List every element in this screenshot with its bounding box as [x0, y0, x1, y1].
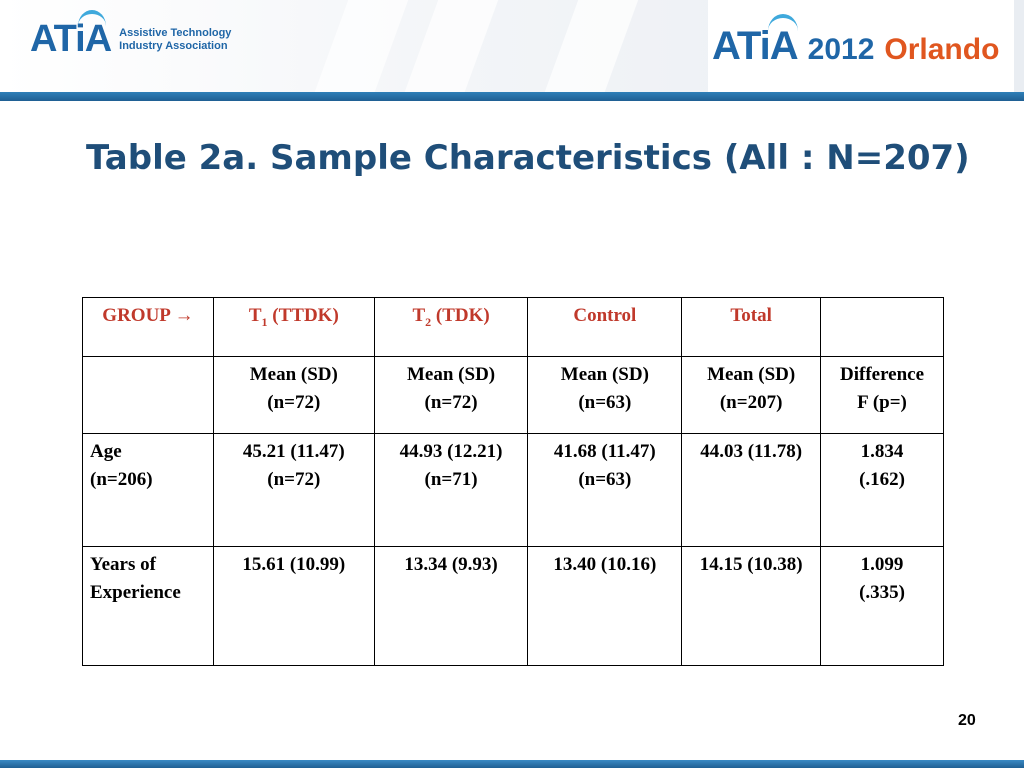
table-cell: 13.34 (9.93): [374, 547, 528, 666]
table-cell: 1.099 (.335): [821, 547, 944, 666]
sample-characteristics-table: [82, 297, 944, 666]
control-header-cell: Control: [528, 298, 682, 357]
table-cell: 41.68 (11.47) (n=63): [528, 434, 682, 547]
table-cell: 13.40 (10.16): [528, 547, 682, 666]
page-number: 20: [958, 712, 976, 729]
header-rule: [0, 92, 1024, 101]
logo-arc-icon: [768, 14, 798, 48]
table-cell: Mean (SD) (n=72): [213, 357, 374, 434]
table-header-row: [83, 298, 944, 357]
conference-year: 2012: [807, 33, 875, 66]
logo-arc-icon: [78, 10, 106, 42]
footer-rule: [0, 760, 1024, 768]
table-cell: Mean (SD) (n=63): [528, 357, 682, 434]
table-cell: 44.03 (11.78): [682, 434, 821, 547]
table-cell: [83, 357, 214, 434]
conference-logo: [712, 24, 999, 69]
table-cell: 44.93 (12.21) (n=71): [374, 434, 528, 547]
row-label-cell: Years of Experience: [83, 547, 214, 666]
table-cell: 15.61 (10.99): [213, 547, 374, 666]
table-cell: Mean (SD) (n=207): [682, 357, 821, 434]
table-subheader-row: [83, 357, 944, 434]
table-cell: 45.21 (11.47) (n=72): [213, 434, 374, 547]
atia-logo-subtitle: Assistive Technology Industry Association: [119, 26, 232, 52]
difference-header-cell: [821, 298, 944, 357]
total-header-cell: Total: [682, 298, 821, 357]
row-label-cell: Age (n=206): [83, 434, 214, 547]
table-cell: Difference F (p=): [821, 357, 944, 434]
t1-header-cell: $T_1$ (TTDK): [213, 298, 374, 357]
header-stripe: [305, 0, 416, 92]
slide-title: Table 2a. Sample Characteristics (All : N=207): [86, 138, 970, 178]
atia-logo: [30, 18, 231, 61]
header-stripe: [395, 0, 506, 92]
group-header-cell: GROUP →: [83, 298, 214, 357]
table-cell: 14.15 (10.38): [682, 547, 821, 666]
conference-city: Orlando: [884, 33, 1000, 66]
table-cell: Mean (SD) (n=72): [374, 357, 528, 434]
table-row: [83, 434, 944, 547]
header-stripe: [535, 0, 646, 92]
conference-logo-mark: ATiA: [712, 24, 798, 69]
table-row: [83, 547, 944, 666]
t2-header-cell: $T_2$ (TDK): [374, 298, 528, 357]
table-cell: 1.834 (.162): [821, 434, 944, 547]
atia-logo-mark: ATiA: [30, 18, 111, 61]
